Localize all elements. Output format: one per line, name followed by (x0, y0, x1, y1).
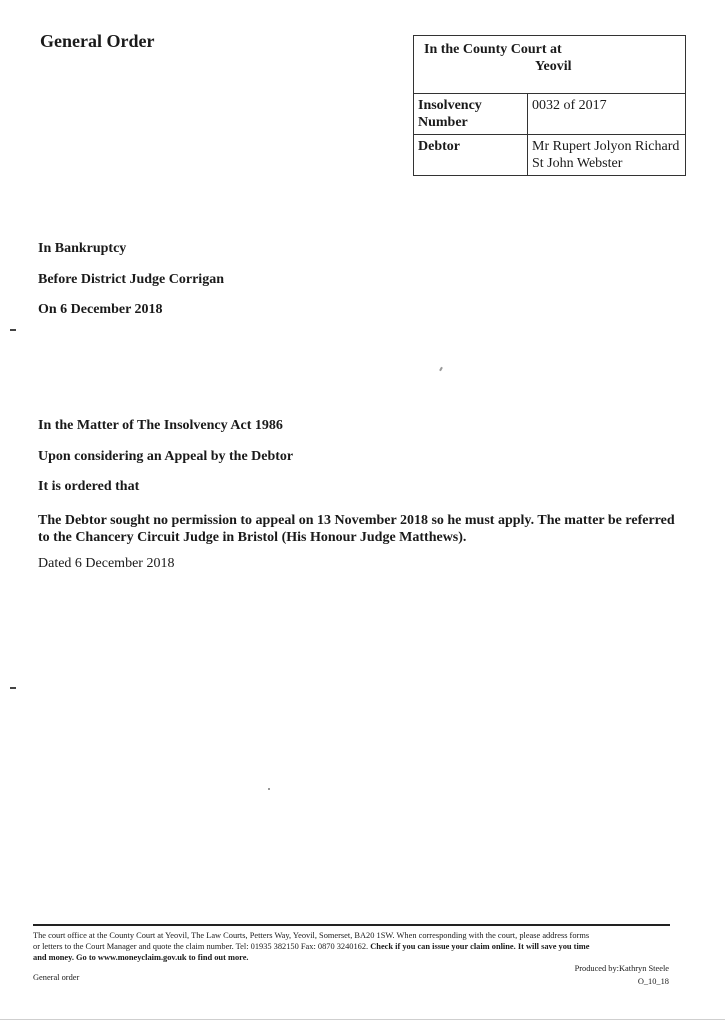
page-edge (0, 1019, 725, 1020)
scan-mark (10, 687, 16, 689)
order-date-line: On 6 December 2018 (38, 302, 163, 317)
produced-by: Produced by:Kathryn Steele (574, 964, 669, 973)
upon-considering-line: Upon considering an Appeal by the Debtor (38, 449, 294, 464)
order-text-line1: The Debtor sought no permission to appeal on 13 November 2018 so he must apply. The matter be referred (38, 513, 675, 528)
footer-line3: and money. Go to www.moneyclaim.gov.uk to find out more. (33, 953, 249, 962)
court-heading-line2: Yeovil (535, 59, 572, 74)
debtor-label: Debtor (414, 135, 528, 176)
in-bankruptcy-line: In Bankruptcy (38, 241, 127, 256)
footer-rule (33, 924, 670, 926)
court-heading (414, 36, 686, 94)
order-text-line2: to the Chancery Circuit Judge in Bristol (His Honour Judge Matthews). (38, 530, 467, 545)
scan-speck (268, 788, 270, 790)
order-text (38, 512, 688, 546)
form-name: General order (33, 973, 80, 982)
footer-line1: The court office at the County Court at Yeovil, The Law Courts, Petters Way, Yeovil, Somerset, BA20 1SW. When corresponding with the court, please address forms (33, 931, 590, 940)
debtor-value: Mr Rupert Jolyon Richard St John Webster (528, 135, 686, 176)
footer-court-info (33, 930, 673, 963)
scan-speck (439, 367, 443, 371)
insolvency-number-row (414, 94, 686, 135)
insolvency-number-label: Insolvency Number (414, 94, 528, 135)
footer-line2: or letters to the Court Manager and quote the claim number. Tel: 01935 382150 Fax: 0870 3240162. Check if you can issue your claim online. It will save you time (33, 942, 590, 951)
court-heading-line1: In the County Court at (424, 42, 562, 57)
form-code: O_10_18 (637, 977, 669, 986)
debtor-row (414, 135, 686, 176)
insolvency-number-value: 0032 of 2017 (528, 94, 686, 135)
dated-line: Dated 6 December 2018 (38, 556, 175, 571)
it-is-ordered-line: It is ordered that (38, 479, 140, 494)
before-judge-line: Before District Judge Corrigan (38, 272, 224, 287)
scan-mark (10, 329, 16, 331)
court-details-box (413, 35, 686, 176)
matter-line: In the Matter of The Insolvency Act 1986 (38, 418, 283, 433)
document-title: General Order (40, 31, 155, 51)
